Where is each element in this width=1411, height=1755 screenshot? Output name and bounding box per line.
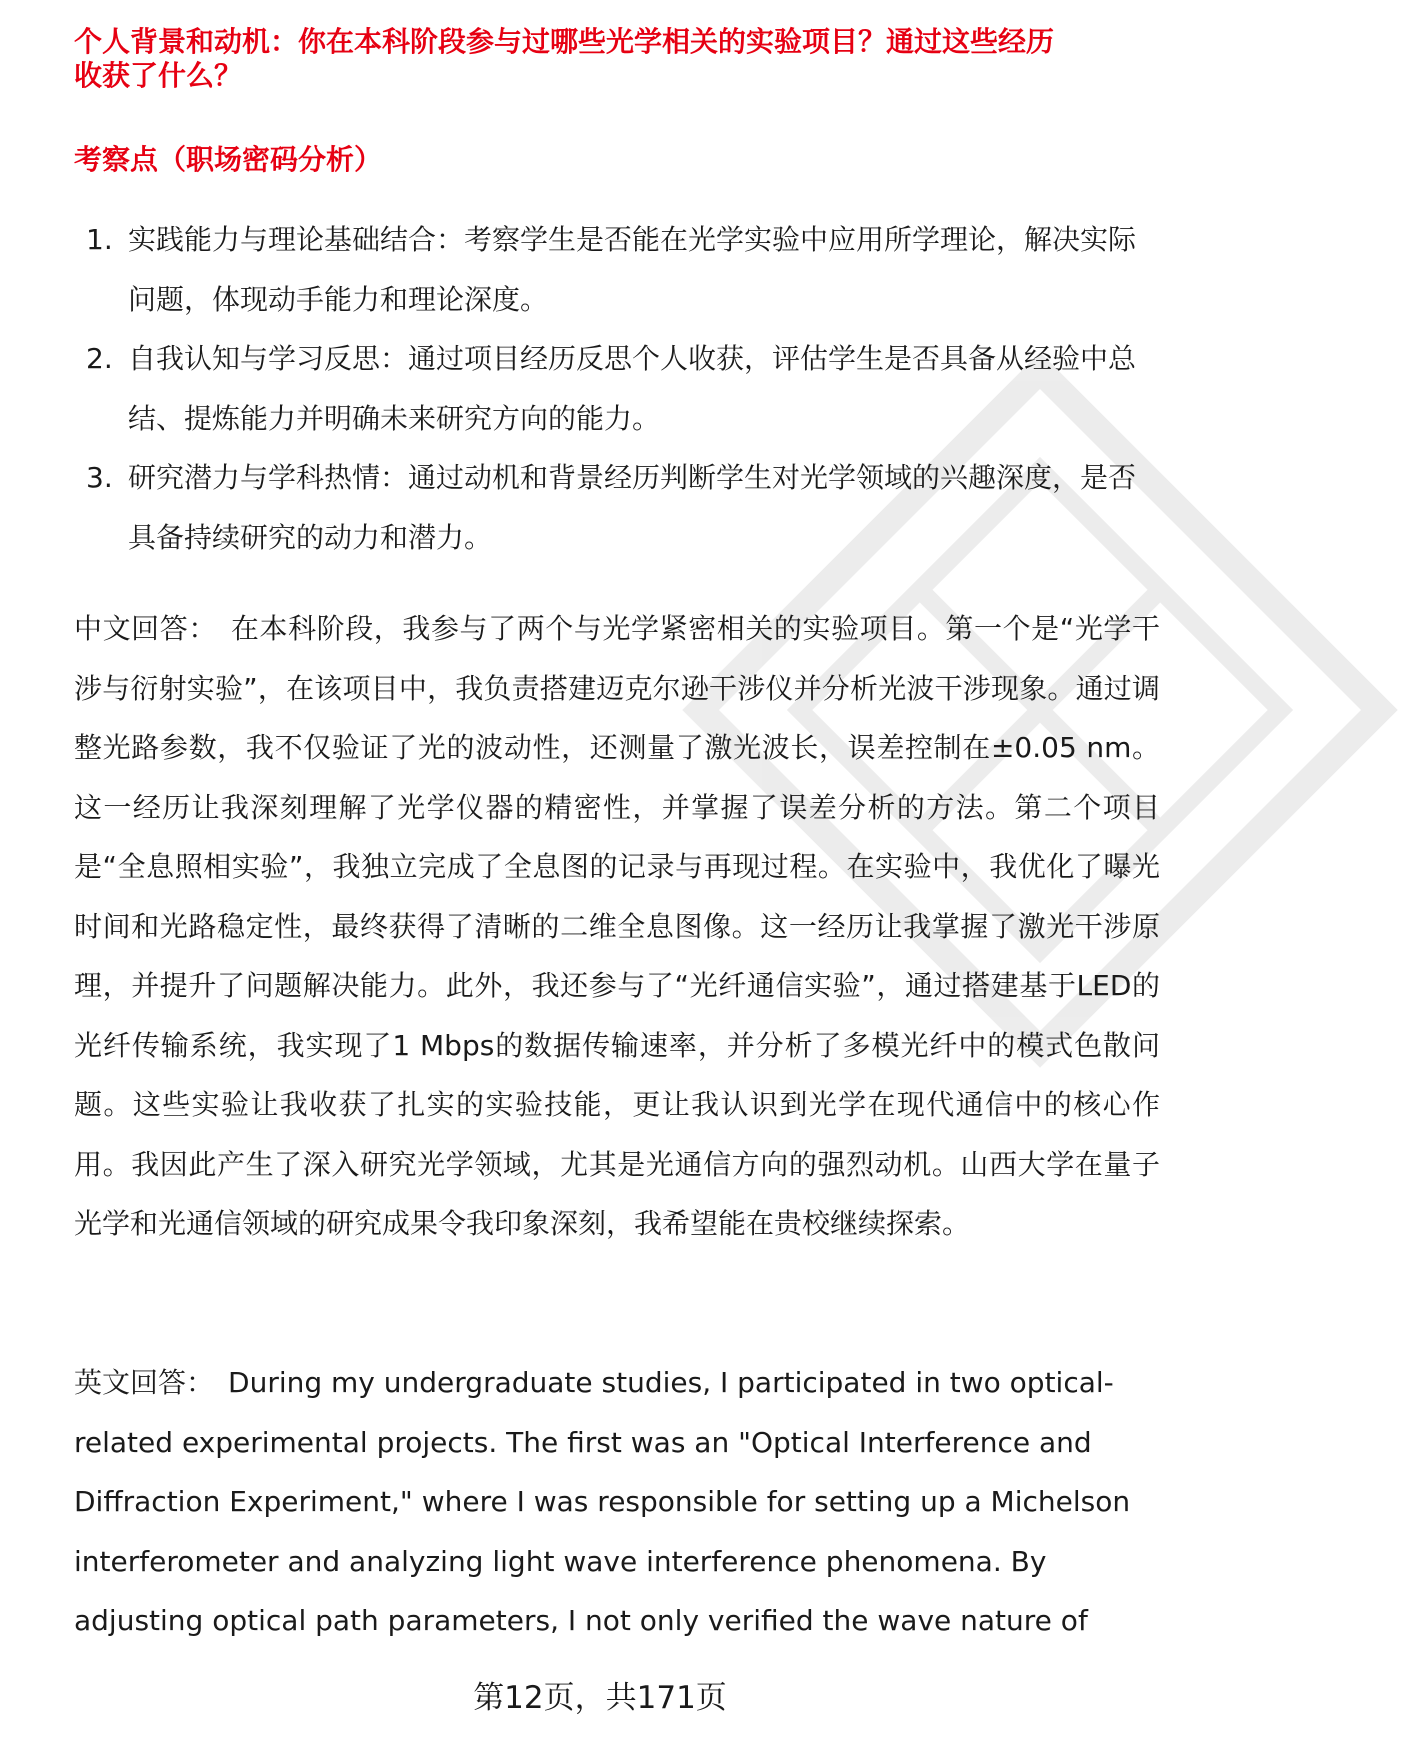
list-item-text: 研究潜力与学科热情：通过动机和背景经历判断学生对光学领域的兴趣深度，是否具备持续研究的动力和潜力。 — [128, 461, 1137, 554]
english-answer-text: During my undergraduate studies, I participated in two optical-related experimental projects. The first was an "Optical Interference and Diffraction Experiment," where I was responsible for setting up a Michelson interferometer and analyzing light wave interference phenomena. By adjusting optical path parameters, I not only verified the wave nature of — [74, 1366, 1131, 1637]
question-line-2: 收获了什么？ — [74, 59, 243, 92]
chinese-answer — [74, 599, 1160, 1254]
list-item — [74, 448, 1154, 568]
page-number-footer: 第12页，共171页 — [473, 1680, 727, 1716]
section-title: 考察点（职场密码分析） — [74, 143, 383, 176]
english-answer-label: 英文回答： — [74, 1366, 215, 1399]
question-line-1: 个人背景和动机：你在本科阶段参与过哪些光学相关的实验项目？通过这些经历 — [74, 25, 1055, 58]
english-answer — [74, 1353, 1160, 1651]
analysis-points-list — [74, 210, 1154, 568]
question-heading — [74, 25, 1154, 106]
list-item-number: 1. — [86, 223, 113, 256]
list-item-number: 2. — [86, 342, 113, 375]
chinese-answer-text: 在本科阶段，我参与了两个与光学紧密相关的实验项目。第一个是“光学干涉与衍射实验”，在该项目中，我负责搭建迈克尔逊干涉仪并分析光波干涉现象。通过调整光路参数，我不仅验证了光的波动性，还测量了激光波长，误差控制在±0.05 nm。这一经历让我深刻理解了光学仪器的精密性，并掌握了误差分析的方法。第二个项目是“全息照相实验”，我独立完成了全息图的记录与再现过程。在实验中，我优化了曝光时间和光路稳定性，最终获得了清晰的二维全息图像。这一经历让我掌握了激光干涉原理，并提升了问题解决能力。此外，我还参与了“光纤通信实验”，通过搭建基于LED的光纤传输系统，我实现了1 Mbps的数据传输速率，并分析了多模光纤中的模式色散问题。这些实验让我收获了扎实的实验技能，更让我认识到光学在现代通信中的核心作用。我因此产生了深入研究光学领域，尤其是光通信方向的强烈动机。山西大学在量子光学和光通信领域的研究成果令我印象深刻，我希望能在贵校继续探索。 — [74, 612, 1160, 1240]
list-item-number: 3. — [86, 461, 113, 494]
list-item — [74, 329, 1154, 449]
list-item-text: 自我认知与学习反思：通过项目经历反思个人收获，评估学生是否具备从经验中总结、提炼能力并明确未来研究方向的能力。 — [128, 342, 1137, 435]
list-item — [74, 210, 1154, 330]
list-item-text: 实践能力与理论基础结合：考察学生是否能在光学实验中应用所学理论，解决实际问题，体现动手能力和理论深度。 — [128, 223, 1137, 316]
chinese-answer-label: 中文回答： — [74, 612, 217, 645]
